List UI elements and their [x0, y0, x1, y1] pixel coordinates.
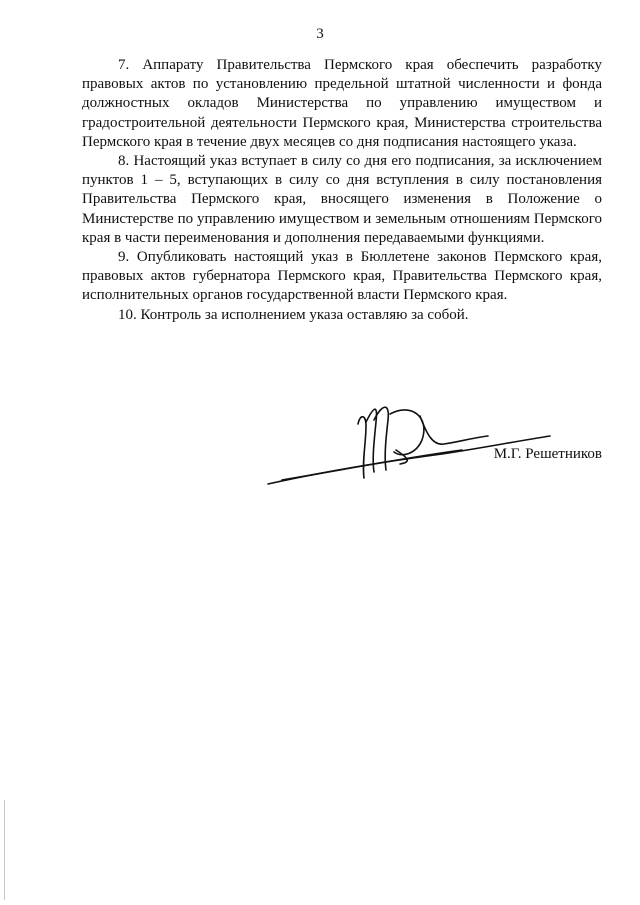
- paragraph-7: 7. Аппарату Правительства Пермского края обеспечить разработку правовых актов по установлению предельной штатной численности и фонда должностных окладов Министерства по управлению имуществом и градостроительной деятельности Пермского края, Министерства строительства Пермского края в течение двух месяцев со дня подписания настоящего указа.: [82, 57, 602, 150]
- document-body: [82, 56, 602, 325]
- signature-area: [262, 392, 622, 492]
- paragraph-10: 10. Контроль за исполнением указа оставляю за собой.: [118, 306, 469, 323]
- scan-edge-line: [4, 800, 5, 900]
- handwritten-signature: [262, 392, 622, 492]
- paragraph-9: 9. Опубликовать настоящий указ в Бюллетене законов Пермского края, правовых актов губернатора Пермского края, Правительства Пермского края, исполнительных органов государственной власти Пермского края.: [82, 249, 602, 304]
- signer-name: М.Г. Решетников: [493, 446, 602, 462]
- paragraph-8: 8. Настоящий указ вступает в силу со дня его подписания, за исключением пунктов 1 – 5, вступающих в силу со дня вступления в силу постановления Правительства Пермского края, вносящего изменения в Положение о Министерстве по управлению имуществом и земельным отношениям Пермского края в части переименования и дополнения передаваемыми функциями.: [82, 153, 602, 246]
- page-number: 3: [316, 26, 324, 42]
